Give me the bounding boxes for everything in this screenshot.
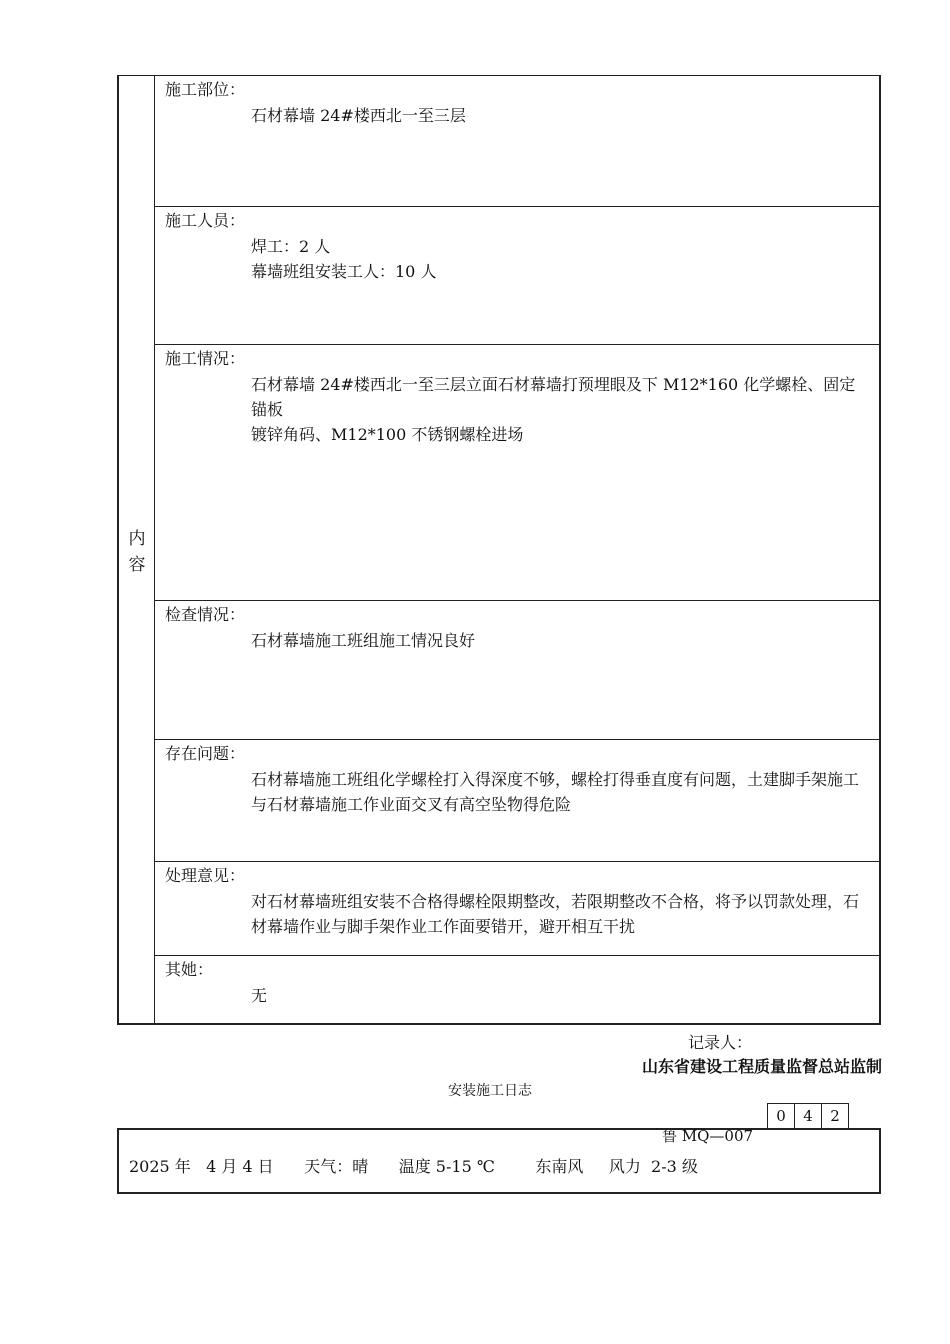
section-line: 无: [251, 986, 268, 1005]
organization-name: 山东省建设工程质量监督总站监制: [641, 1057, 882, 1076]
date-weather-box: [117, 1128, 881, 1194]
page-digit: 0: [767, 1103, 795, 1129]
document-title: 安装施工日志: [448, 1083, 532, 1099]
section-line: 对石材幕墙班组安装不合格得螺栓限期整改，若限期整改不合格，将予以罚款处理，石材幕墙作业与脚手架作业工作面要错开，避开相互干扰: [251, 892, 860, 936]
section-line: 焊工：2 人: [251, 237, 331, 256]
section-body: [251, 983, 871, 1008]
section-body: [251, 372, 871, 447]
section-inspection-status: [155, 601, 879, 740]
section-line: 石材幕墙 24#楼西北一至三层立面石材幕墙打预埋眼及下 M12*160 化学螺栓、固定锚板: [251, 375, 856, 419]
section-body: [251, 767, 871, 817]
date-weather-line: 2025 年 4 月 4 日 天气：晴 温度 5-15 ℃ 东南风 风力 2-3 级: [129, 1157, 698, 1176]
form-code: 鲁 MQ—007: [662, 1127, 754, 1145]
recorder-label: 记录人：: [688, 1033, 753, 1052]
section-title: 存在问题：: [165, 744, 246, 763]
log-content-table: [117, 75, 881, 1025]
section-title: 施工情况：: [165, 349, 246, 368]
section-title: 其她：: [165, 960, 214, 979]
section-title: 处理意见：: [165, 866, 246, 885]
section-line: 石材幕墙施工班组施工情况良好: [251, 631, 476, 650]
section-body: [251, 889, 871, 939]
section-existing-problems: [155, 740, 879, 862]
page-digit: 4: [794, 1103, 822, 1129]
page-number-boxes: [768, 1103, 849, 1129]
section-title: 施工人员：: [165, 211, 246, 230]
section-line: 石材幕墙施工班组化学螺栓打入得深度不够，螺栓打得垂直度有问题，土建脚手架施工与石材幕墙施工作业面交叉有高空坠物得危险: [251, 770, 860, 814]
section-handling-opinion: [155, 862, 879, 956]
section-title: 施工部位：: [165, 80, 246, 99]
content-label: 内 容: [128, 529, 146, 575]
page-digit: 2: [821, 1103, 849, 1129]
section-line: 幕墙班组安装工人：10 人: [251, 262, 437, 281]
section-line: 石材幕墙 24#楼西北一至三层: [251, 106, 466, 125]
section-other: [155, 956, 879, 1024]
section-body: [251, 234, 871, 284]
section-construction-status: [155, 345, 879, 601]
section-construction-personnel: [155, 207, 879, 345]
section-title: 检查情况：: [165, 605, 246, 624]
section-body: [251, 628, 871, 653]
content-label-column: [119, 76, 155, 1023]
section-body: [251, 103, 871, 128]
section-construction-location: [155, 76, 879, 207]
section-line: 镀锌角码、M12*100 不锈钢螺栓进场: [251, 425, 524, 444]
